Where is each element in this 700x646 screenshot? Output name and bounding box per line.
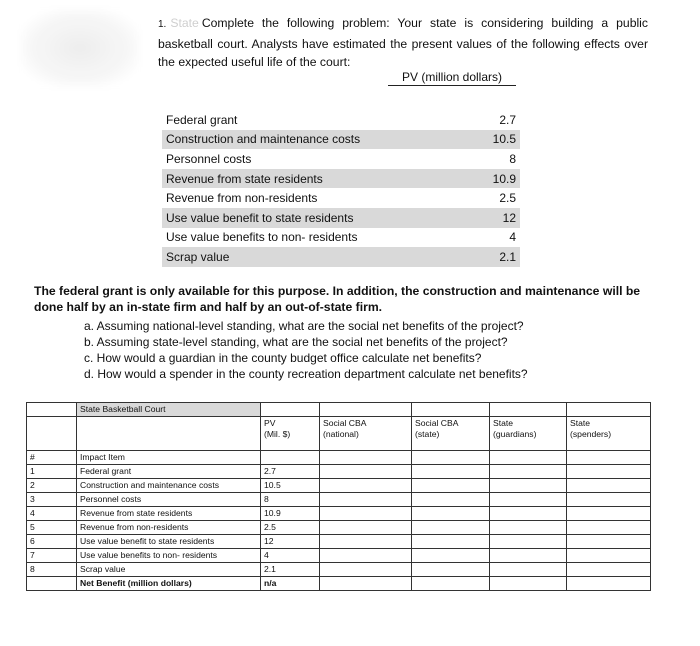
empty-cell: [412, 479, 490, 493]
effect-value: 8: [509, 151, 516, 166]
empty-cell: [320, 563, 412, 577]
empty-cell: [320, 465, 412, 479]
net-benefit-row: [27, 577, 651, 591]
row-pv: 8: [261, 493, 320, 507]
effect-row: [162, 228, 520, 248]
effect-value: 2.7: [499, 112, 516, 127]
empty-cell: [320, 493, 412, 507]
pv-header: PV (Mil. $): [261, 417, 320, 451]
row-item: Personnel costs: [77, 493, 261, 507]
empty-cell: [567, 493, 651, 507]
national-header: Social CBA (national): [320, 417, 412, 451]
empty-cell: [567, 577, 651, 591]
blank-cell: [567, 403, 651, 417]
effect-label: Use value benefit to state residents: [162, 208, 452, 228]
pv-column-header: PV (million dollars): [388, 70, 516, 86]
empty-cell: [490, 549, 567, 563]
hash-header: #: [27, 451, 77, 465]
row-item: Federal grant: [77, 465, 261, 479]
blank-cell: [490, 451, 567, 465]
effect-row: [162, 110, 520, 130]
row-number: 6: [27, 535, 77, 549]
empty-cell: [567, 507, 651, 521]
row-pv: 10.9: [261, 507, 320, 521]
row-item: Scrap value: [77, 563, 261, 577]
effect-label: Use value benefits to non- residents: [166, 230, 358, 245]
state-header: Social CBA (state): [412, 417, 490, 451]
row-pv: 10.5: [261, 479, 320, 493]
empty-cell: [490, 465, 567, 479]
effect-value: 12: [452, 208, 520, 228]
blank-cell: [412, 403, 490, 417]
table-row: [27, 521, 651, 535]
row-item: Revenue from non-residents: [77, 521, 261, 535]
effect-label: Scrap value: [162, 247, 452, 267]
table-row: [27, 563, 651, 577]
problem-statement: [158, 14, 648, 72]
effect-row: [162, 188, 520, 208]
empty-cell: [567, 535, 651, 549]
net-benefit-pv: n/a: [261, 577, 320, 591]
problem-text: Complete the following problem: Your state is considering building a public basketball court. Analysts have estimated the present values of the following effects over the expected useful life of the court:: [158, 16, 648, 69]
empty-cell: [490, 535, 567, 549]
effect-value: 10.9: [452, 169, 520, 189]
worksheet-table: [26, 402, 651, 591]
table-row: [27, 479, 651, 493]
blank-cell: [77, 417, 261, 451]
blank-cell: [261, 403, 320, 417]
effects-table: [162, 110, 520, 267]
effect-label: Federal grant: [166, 112, 238, 127]
impact-header-row: [27, 451, 651, 465]
blank-cell: [412, 451, 490, 465]
grant-paragraph: The federal grant is only available for this purpose. In addition, the construction and maintenance will be done half by an in-state firm and half by an out-of-state firm.: [34, 284, 641, 314]
empty-cell: [412, 563, 490, 577]
blank-cell: [27, 403, 77, 417]
question-a: a. Assuming national-level standing, what are the social net benefits of the project?: [84, 319, 524, 333]
empty-cell: [320, 549, 412, 563]
empty-cell: [412, 507, 490, 521]
row-pv: 2.7: [261, 465, 320, 479]
empty-cell: [567, 549, 651, 563]
empty-cell: [320, 521, 412, 535]
blank-cell: [490, 403, 567, 417]
column-header-row: [27, 417, 651, 451]
effect-value: 4: [509, 230, 516, 245]
table-title: State Basketball Court: [77, 403, 261, 417]
empty-cell: [490, 507, 567, 521]
effect-label: Construction and maintenance costs: [162, 130, 452, 150]
effect-label: Personnel costs: [166, 151, 252, 166]
row-number: 4: [27, 507, 77, 521]
row-number: 7: [27, 549, 77, 563]
empty-cell: [412, 535, 490, 549]
blank-cell: [320, 403, 412, 417]
table-row: [27, 507, 651, 521]
row-item: Construction and maintenance costs: [77, 479, 261, 493]
guardians-header: State (guardians): [490, 417, 567, 451]
row-pv: 4: [261, 549, 320, 563]
empty-cell: [567, 479, 651, 493]
impact-item-header: Impact Item: [77, 451, 261, 465]
effect-row: [162, 169, 520, 189]
row-number: 2: [27, 479, 77, 493]
effect-value: 2.1: [452, 247, 520, 267]
effect-row: [162, 247, 520, 267]
table-row: [27, 465, 651, 479]
row-item: Revenue from state residents: [77, 507, 261, 521]
effect-label: Revenue from state residents: [162, 169, 452, 189]
effect-value: 10.5: [452, 130, 520, 150]
row-number: 5: [27, 521, 77, 535]
empty-cell: [320, 507, 412, 521]
problem-number: 1.: [158, 19, 167, 30]
effect-row: [162, 208, 520, 228]
faded-word: State: [170, 16, 199, 30]
empty-cell: [412, 577, 490, 591]
row-number: 1: [27, 465, 77, 479]
empty-cell: [490, 479, 567, 493]
blank-cell: [567, 451, 651, 465]
empty-cell: [490, 563, 567, 577]
effect-label: Revenue from non-residents: [166, 191, 318, 206]
table-row: [27, 549, 651, 563]
empty-cell: [320, 535, 412, 549]
question-list: [84, 318, 644, 382]
empty-cell: [320, 479, 412, 493]
blurred-region: [20, 8, 140, 88]
row-pv: 2.1: [261, 563, 320, 577]
blank-cell: [27, 417, 77, 451]
empty-cell: [490, 493, 567, 507]
empty-cell: [412, 465, 490, 479]
blank-cell: [261, 451, 320, 465]
row-number: 3: [27, 493, 77, 507]
effect-value: 2.5: [499, 191, 516, 206]
empty-cell: [412, 493, 490, 507]
empty-cell: [320, 577, 412, 591]
row-pv: 2.5: [261, 521, 320, 535]
net-benefit-label: Net Benefit (million dollars): [77, 577, 261, 591]
effect-row: [162, 149, 520, 169]
empty-cell: [567, 563, 651, 577]
question-c: c. How would a guardian in the county budget office calculate net benefits?: [84, 351, 482, 365]
row-item: Use value benefits to non- residents: [77, 549, 261, 563]
spenders-header: State (spenders): [567, 417, 651, 451]
table-title-row: [27, 403, 651, 417]
question-b: b. Assuming state-level standing, what are the social net benefits of the project?: [84, 335, 508, 349]
effect-row: [162, 130, 520, 150]
question-d: d. How would a spender in the county recreation department calculate net benefits?: [84, 367, 528, 381]
row-number: 8: [27, 563, 77, 577]
blank-cell: [320, 451, 412, 465]
row-pv: 12: [261, 535, 320, 549]
empty-cell: [412, 549, 490, 563]
empty-cell: [490, 577, 567, 591]
row-item: Use value benefit to state residents: [77, 535, 261, 549]
table-row: [27, 493, 651, 507]
empty-cell: [567, 521, 651, 535]
table-row: [27, 535, 651, 549]
empty-cell: [490, 521, 567, 535]
empty-cell: [567, 465, 651, 479]
empty-cell: [412, 521, 490, 535]
blank-cell: [27, 577, 77, 591]
